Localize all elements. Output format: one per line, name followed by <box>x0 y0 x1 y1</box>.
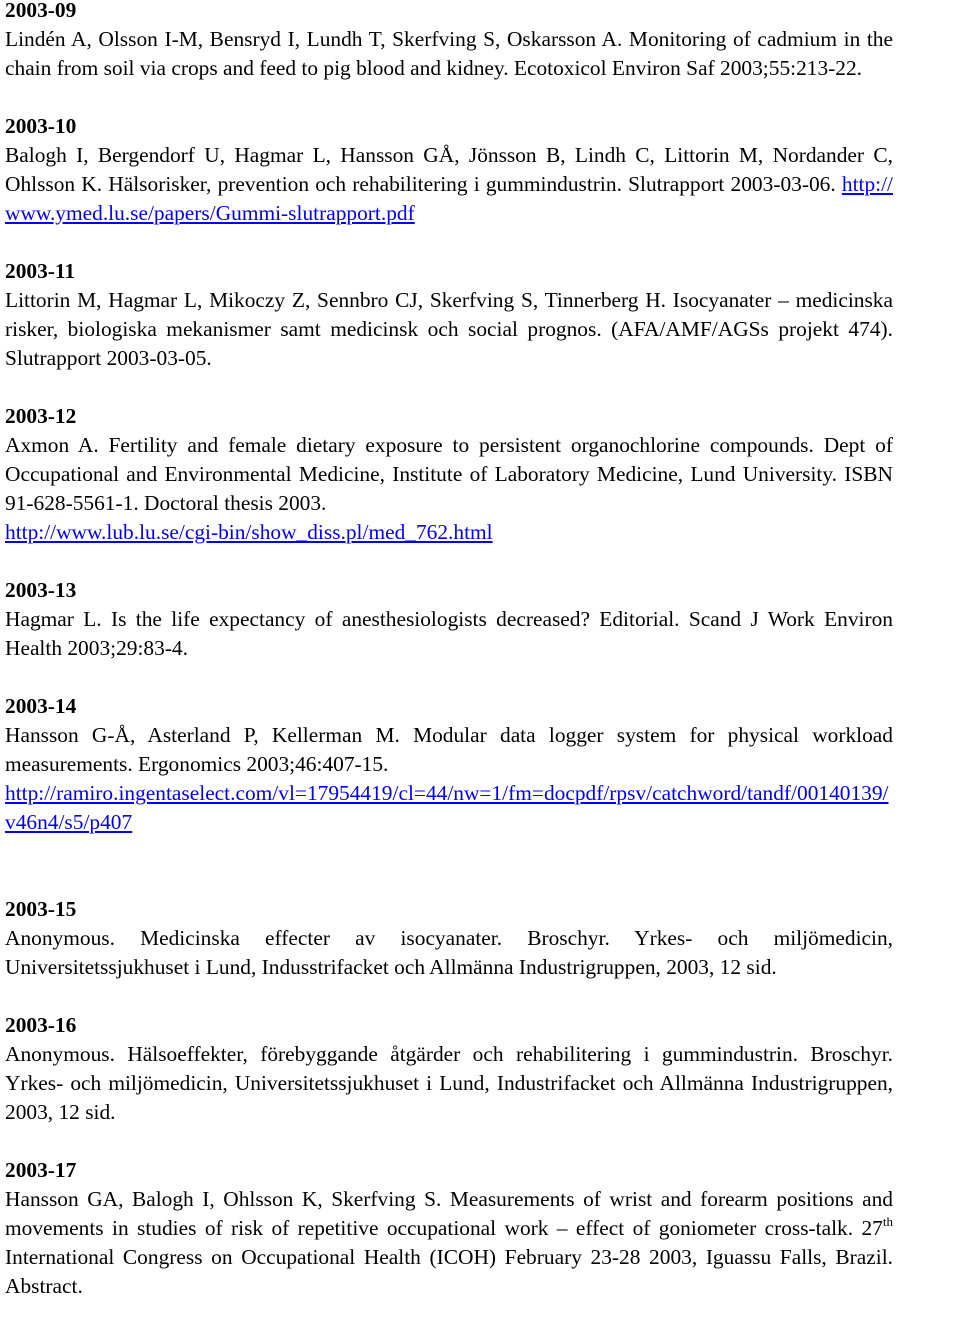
reference-id: 2003-14 <box>5 694 77 718</box>
reference-entry-2003-09 <box>5 0 893 83</box>
reference-entry-2003-16 <box>5 1011 893 1127</box>
reference-entry-2003-17 <box>5 1156 893 1301</box>
reference-text: Hagmar L. Is the life expectancy of anesthesiologists decreased? Editorial. Scand J Work Environ Health 2003;29:83-4. <box>5 607 893 660</box>
reference-entry-2003-14 <box>5 692 893 837</box>
reference-id: 2003-10 <box>5 114 77 138</box>
reference-id: 2003-16 <box>5 1013 77 1037</box>
reference-text <box>5 721 893 837</box>
ordinal-suffix: th <box>882 1214 893 1229</box>
reference-body: Hansson GA, Balogh I, Ohlsson K, Skerfving S. Measurements of wrist and forearm positions and movements in studies of risk of repetitive occupational work – effect of goniometer cross-talk. 27 <box>5 1187 893 1240</box>
reference-body: Hansson G-Å, Asterland P, Kellerman M. Modular data logger system for physical workload measurements. Ergonomics 2003;46:407-15. <box>5 723 893 776</box>
reference-entry-2003-15 <box>5 895 893 982</box>
reference-text: Anonymous. Medicinska effecter av isocyanater. Broschyr. Yrkes- och miljömedicin, Universitetssjukhuset i Lund, Indusstrifacket och Allmänna Industrigruppen, 2003, 12 sid. <box>5 926 893 979</box>
reference-list <box>5 0 893 1330</box>
reference-text: Lindén A, Olsson I-M, Bensryd I, Lundh T, Skerfving S, Oskarsson A. Monitoring of cadmium in the chain from soil via crops and feed to pig blood and kidney. Ecotoxicol Environ Saf 2003;55:213-22. <box>5 27 893 80</box>
reference-body: Axmon A. Fertility and female dietary exposure to persistent organochlorine compounds. Dept of Occupational and Environmental Medicine, Institute of Laboratory Medicine, Lund University. ISBN 91-628-5561-1. Doctoral thesis 2003. <box>5 433 893 515</box>
reference-text: Littorin M, Hagmar L, Mikoczy Z, Sennbro CJ, Skerfving S, Tinnerberg H. Isocyanater – medicinska risker, biologiska mekanismer samt medicinsk och social prognos. (AFA/AMF/AGSs projekt 474). Slutrapport 2003-03-05. <box>5 288 893 370</box>
reference-text: Anonymous. Hälsoeffekter, förebyggande åtgärder och rehabilitering i gummindustrin. Broschyr. Yrkes- och miljömedicin, Universitetssjukhuset i Lund, Industrifacket och Allmänna Industrigruppen, 2003, 12 sid. <box>5 1042 893 1124</box>
reference-id: 2003-11 <box>5 259 76 283</box>
reference-entry-2003-12 <box>5 402 893 547</box>
reference-id: 2003-15 <box>5 897 77 921</box>
reference-text <box>5 141 893 228</box>
reference-link[interactable]: http://www.ymed.lu.se/papers/Gummi-slutrapport.pdf <box>5 172 893 225</box>
reference-id: 2003-13 <box>5 578 77 602</box>
reference-entry-2003-13 <box>5 576 893 663</box>
reference-link[interactable]: http://ramiro.ingentaselect.com/vl=17954419/cl=44/nw=1/fm=docpdf/rpsv/catchword/tandf/00140139/v46n4/s5/p407 <box>5 781 889 834</box>
reference-id: 2003-09 <box>5 0 77 22</box>
reference-text <box>5 1185 893 1301</box>
reference-id: 2003-17 <box>5 1158 77 1182</box>
spacer <box>5 866 893 895</box>
reference-link[interactable]: http://www.lub.lu.se/cgi-bin/show_diss.pl/med_762.html <box>5 520 493 544</box>
reference-entry-2003-11 <box>5 257 893 373</box>
reference-body: Balogh I, Bergendorf U, Hagmar L, Hansson GÅ, Jönsson B, Lindh C, Littorin M, Nordander C, Ohlsson K. Hälsorisker, prevention och rehabilitering i gummindustrin. Slutrapport 2003-03-06. <box>5 143 893 196</box>
reference-id: 2003-12 <box>5 404 77 428</box>
reference-text <box>5 431 893 547</box>
reference-body-continued: International Congress on Occupational Health (ICOH) February 23-28 2003, Iguassu Falls, Brazil. Abstract. <box>5 1245 893 1298</box>
reference-entry-2003-10 <box>5 112 893 228</box>
